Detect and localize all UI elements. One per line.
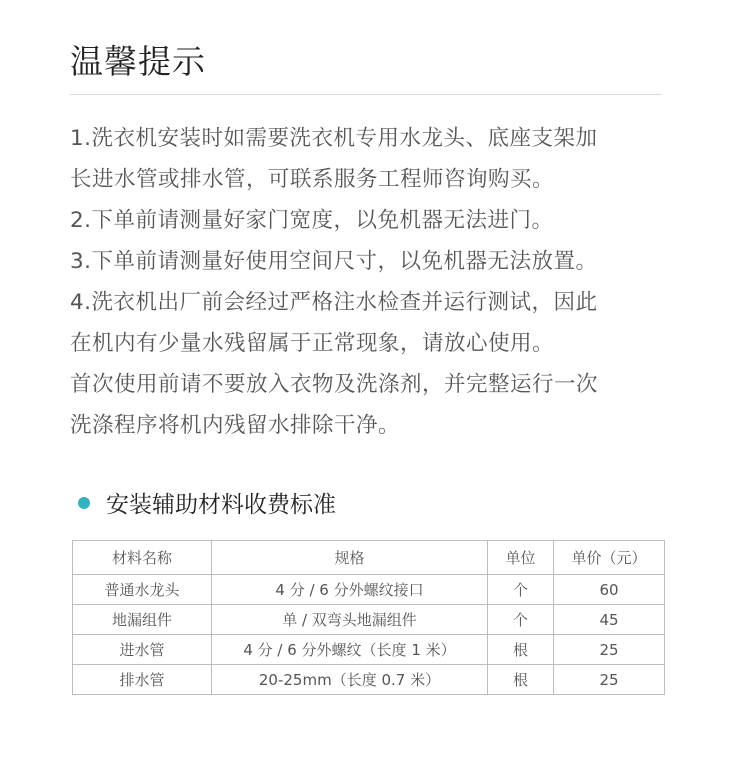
cell-material: 排水管: [73, 665, 212, 695]
tip-line: 3.下单前请测量好使用空间尺寸，以免机器无法放置。: [70, 249, 598, 274]
cell-material: 地漏组件: [73, 605, 212, 635]
section-title: 安装辅助材料收费标准: [106, 492, 336, 518]
cell-price: 25: [554, 635, 665, 665]
cell-price: 25: [554, 665, 665, 695]
cell-spec: 4 分 / 6 分外螺纹（长度 1 米）: [212, 635, 488, 665]
cell-price: 60: [554, 575, 665, 605]
tip-line: 首次使用前请不要放入衣物及洗涤剂，并完整运行一次: [70, 372, 599, 397]
tip-line: 洗涤程序将机内残留水排除干净。: [70, 413, 401, 438]
header-spec: 规格: [212, 541, 488, 575]
cell-unit: 根: [488, 635, 554, 665]
bullet-dot-icon: [78, 497, 90, 509]
fees-table: [72, 540, 665, 695]
cell-material: 普通水龙头: [73, 575, 212, 605]
header-price: 单价（元）: [554, 541, 665, 575]
cell-price: 45: [554, 605, 665, 635]
table-header-row: [73, 541, 665, 575]
tip-line: 在机内有少量水残留属于正常现象，请放心使用。: [70, 331, 555, 356]
cell-spec: 20-25mm（长度 0.7 米）: [212, 665, 488, 695]
header-material: 材料名称: [73, 541, 212, 575]
cell-spec: 单 / 双弯头地漏组件: [212, 605, 488, 635]
tips-list: [70, 118, 690, 446]
tip-line: 长进水管或排水管，可联系服务工程师咨询购买。: [70, 167, 555, 192]
page-title: 温馨提示: [70, 42, 206, 81]
cell-unit: 根: [488, 665, 554, 695]
tip-line: 1.洗衣机安装时如需要洗衣机专用水龙头、底座支架加: [70, 126, 598, 151]
table-row: [73, 665, 665, 695]
fees-section-header: [78, 486, 336, 519]
table-row: [73, 575, 665, 605]
header-unit: 单位: [488, 541, 554, 575]
tip-line: 4.洗衣机出厂前会经过严格注水检查并运行测试，因此: [70, 290, 598, 315]
tip-line: 2.下单前请测量好家门宽度，以免机器无法进门。: [70, 208, 554, 233]
table-row: [73, 635, 665, 665]
cell-unit: 个: [488, 605, 554, 635]
title-divider: [70, 94, 662, 95]
cell-spec: 4 分 / 6 分外螺纹接口: [212, 575, 488, 605]
cell-unit: 个: [488, 575, 554, 605]
cell-material: 进水管: [73, 635, 212, 665]
table-row: [73, 605, 665, 635]
